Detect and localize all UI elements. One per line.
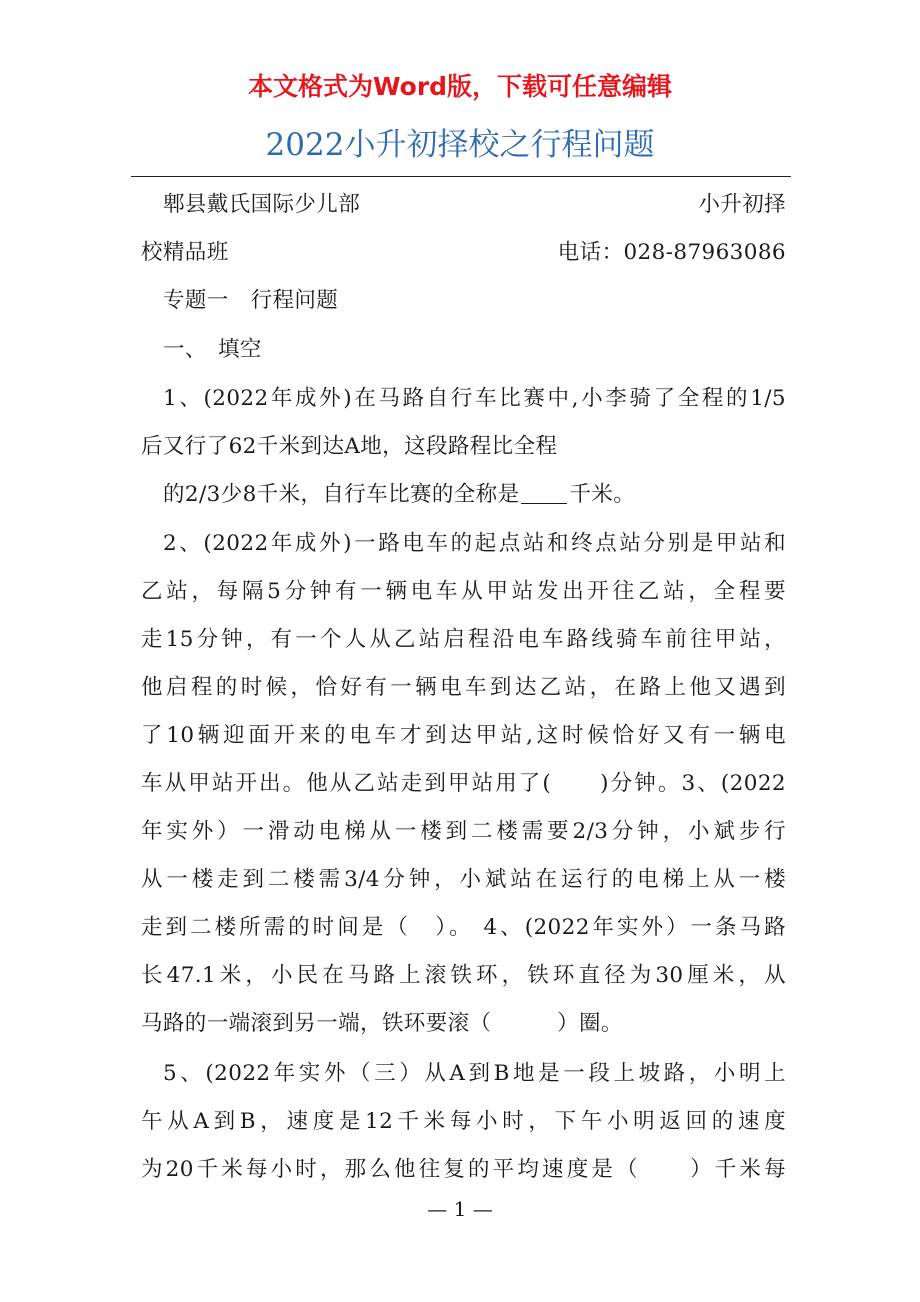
- org-right: 小升初择: [698, 192, 786, 217]
- text-line: 1、(2022年成外)在马路自行车比赛中,小李骑了全程的1/5: [163, 386, 786, 411]
- org-line: [163, 190, 786, 220]
- section-topic: 专题一 行程问题: [163, 288, 339, 313]
- text-line: 长47.1米，小民在马路上滚铁环，铁环直径为30厘米，从: [141, 963, 786, 988]
- text-line: 5、(2022年实外（三）从A到B地是一段上坡路，小明上: [163, 1061, 786, 1086]
- text-line: 年实外）一滑动电梯从一楼到二楼需要2/3分钟，小斌步行: [141, 819, 786, 844]
- text-line: 乙站，每隔5分钟有一辆电车从甲站发出开往乙站，全程要: [141, 579, 786, 604]
- text-line: 午从A到B，速度是12千米每小时，下午小明返回的速度: [141, 1109, 786, 1134]
- text-line: 后又行了62千米到达A地，这段路程比全程: [141, 434, 558, 459]
- text-line: 走到二楼所需的时间是（ ）。 4、(2022年实外）一条马路: [141, 915, 786, 940]
- text-line: 从一楼走到二楼需3/4分钟，小斌站在运行的电梯上从一楼: [141, 867, 786, 892]
- text-fragment: 的2/3少8千米，自行车比赛的全称是: [163, 482, 520, 507]
- org-left: 郫县戴氏国际少儿部: [163, 192, 361, 217]
- text-line: 了10辆迎面开来的电车才到达甲站,这时候恰好又有一辆电: [141, 723, 786, 748]
- text-fragment: 千米。: [569, 482, 636, 507]
- text-line: 车从甲站开出。他从乙站走到甲站用了( )分钟。3、(2022: [141, 771, 786, 796]
- text-line: [163, 480, 786, 510]
- org-cont-line: [141, 238, 786, 268]
- text-line: 为20千米每小时，那么他往复的平均速度是（ ）千米每: [141, 1157, 786, 1182]
- page-number: — 1 —: [427, 1197, 493, 1221]
- text-line: 2、(2022年成外)一路电车的起点站和终点站分别是甲站和: [163, 531, 786, 556]
- text-line: 走15分钟，有一个人从乙站启程沿电车路线骑车前往甲站，: [141, 627, 786, 652]
- format-banner: 本文格式为Word版，下载可任意编辑: [247, 72, 673, 101]
- phone-number: 电话：028-87963086: [557, 240, 786, 265]
- section-sub: 一、 填空: [163, 337, 262, 362]
- text-line: 他启程的时候，恰好有一辆电车到达乙站，在路上他又遇到: [141, 675, 786, 700]
- answer-blank: [521, 483, 567, 504]
- document-title: 2022小升初择校之行程问题: [265, 127, 655, 163]
- text-line: 马路的一端滚到另一端，铁环要滚（ ）圈。: [141, 1011, 623, 1036]
- org-cont: 校精品班: [141, 240, 229, 265]
- title-divider: [131, 176, 791, 177]
